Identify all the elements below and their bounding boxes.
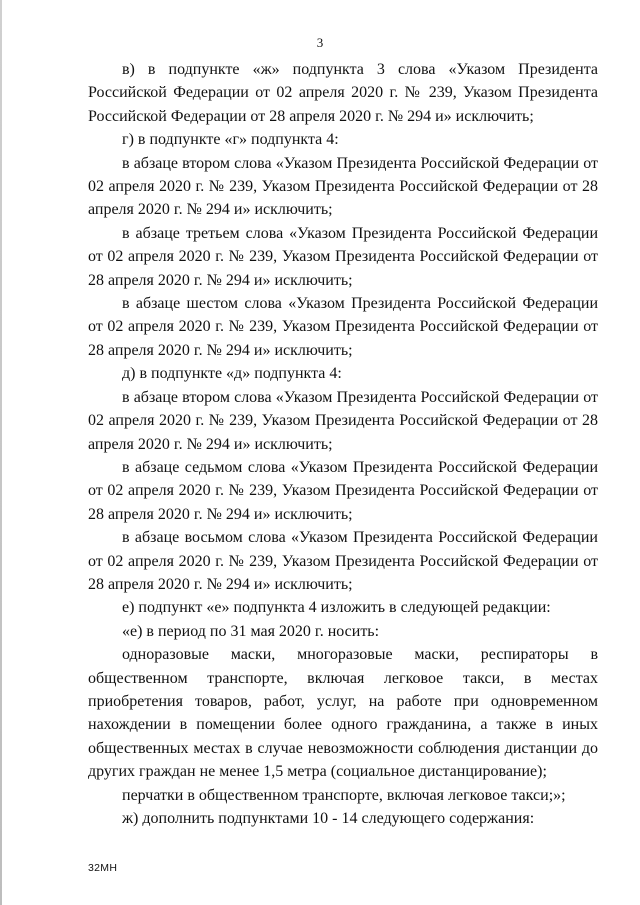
paragraph-g-abzac-3: в абзаце третьем слова «Указом Президента Российской Федерации от 02 апреля 2020 г. № 239, Указом Президента Российской Федерации от 28 апреля 2020 г. № 294 и» исключить; bbox=[88, 224, 598, 289]
paragraph-g-abzac-6: в абзаце шестом слова «Указом Президента Российской Федерации от 02 апреля 2020 г. № 239, Указом Президента Российской Федерации от 28 апреля 2020 г. № 294 и» исключить; bbox=[88, 295, 598, 359]
page-number: 3 bbox=[316, 35, 324, 50]
footer-code: 32МН bbox=[88, 862, 118, 874]
paragraph-d: д) в подпункте «д» подпункта 4: bbox=[122, 365, 342, 383]
paragraph-e-quote: «е) в период по 31 мая 2020 г. носить: bbox=[122, 622, 380, 640]
paragraph-v: в) в подпункте «ж» подпункта 3 слова «Указом Президента Российской Федерации от 02 апреля 2020 г. № 239, Указом Президента Российской Федерации от 28 апреля 2020 г. № 294 и» исключить; bbox=[88, 61, 598, 125]
paragraph-d-abzac-7: в абзаце седьмом слова «Указом Президента Российской Федерации от 02 апреля 2020 г. № 239, Указом Президента Российской Федерации от 28 апреля 2020 г. № 294 и» исключить; bbox=[88, 458, 598, 523]
paragraph-g-abzac-2: в абзаце втором слова «Указом Президента Российской Федерации от 02 апреля 2020 г. № 239, Указом Президента Российской Федерации от 28 апреля 2020 г. № 294 и» исключить; bbox=[88, 154, 598, 219]
paragraph-d-abzac-2: в абзаце втором слова «Указом Президента Российской Федерации от 02 апреля 2020 г. № 239, Указом Президента Российской Федерации от 28 апреля 2020 г. № 294 и» исключить; bbox=[88, 388, 598, 453]
paragraph-g: г) в подпункте «г» подпункта 4: bbox=[122, 131, 339, 149]
paragraph-zh: ж) дополнить подпунктами 10 - 14 следующего содержания: bbox=[122, 810, 535, 827]
paragraph-e: е) подпункт «е» подпункта 4 изложить в следующей редакции: bbox=[122, 599, 551, 617]
document-body bbox=[88, 58, 598, 830]
paragraph-d-abzac-8: в абзаце восьмом слова «Указом Президента Российской Федерации от 02 апреля 2020 г. № 239, Указом Президента Российской Федерации от 28 апреля 2020 г. № 294 и» исключить; bbox=[88, 529, 598, 593]
scan-edge bbox=[0, 0, 2, 905]
paragraph-masks: одноразовые маски, многоразовые маски, респираторы в общественном транспорте, включая легковое такси, в местах приобретения товаров, работ, услуг, на работе при одновременном нахождении в помещении более одного гражданина, а также в иных общественных местах в случае невозможности соблюдения дистанции до других граждан не менее 1,5 метра (социальное дистанцирование); bbox=[88, 646, 598, 781]
paragraph-gloves: перчатки в общественном транспорте, включая легковое такси;»; bbox=[122, 786, 566, 804]
